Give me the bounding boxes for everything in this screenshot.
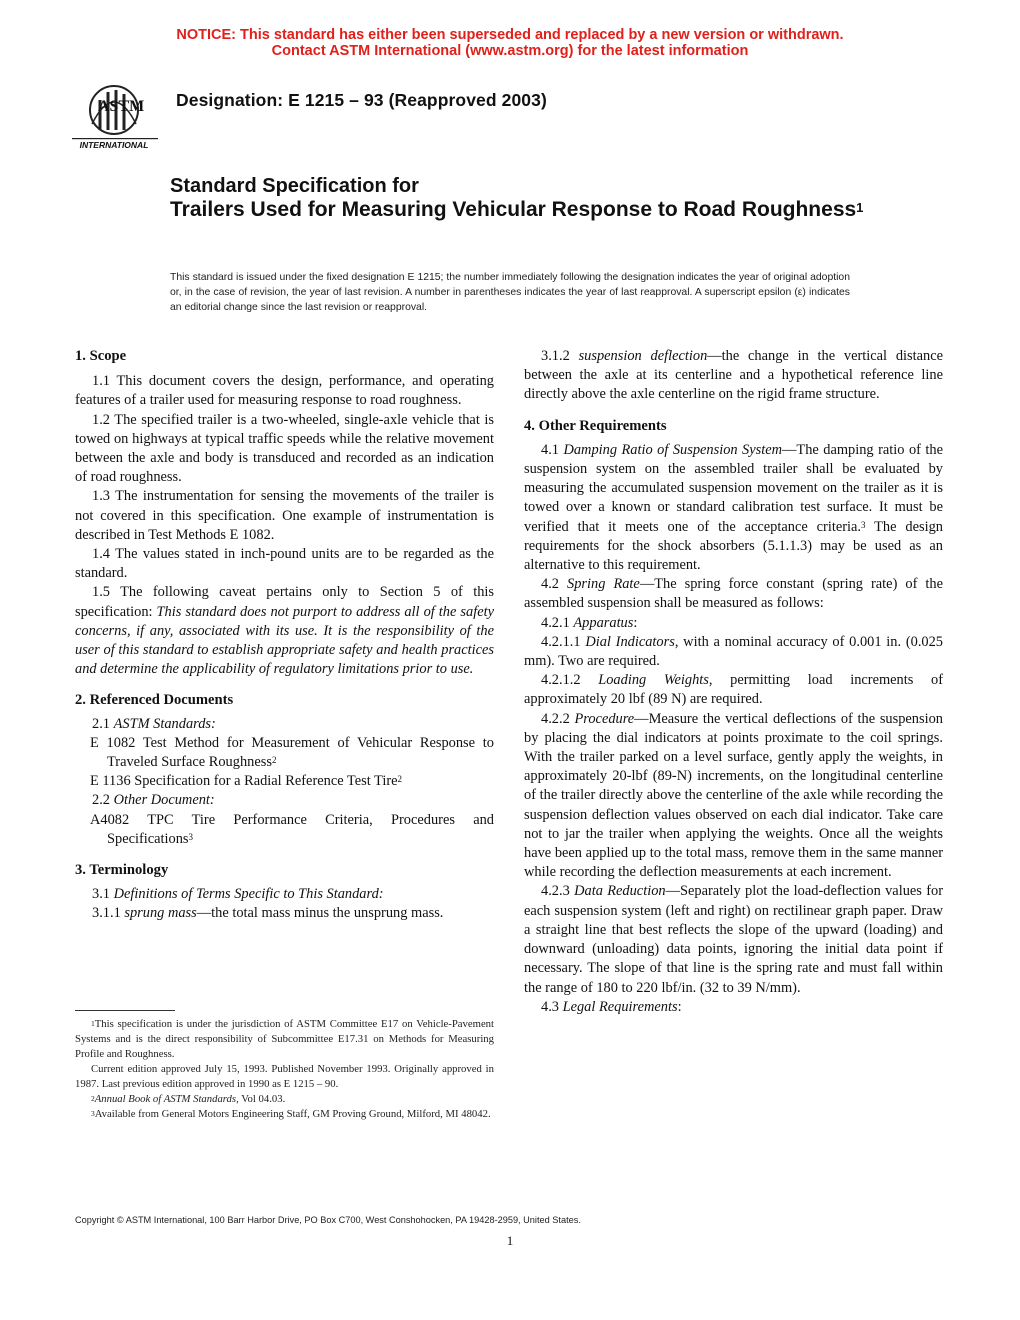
paragraph-1-2: 1.2 The specified trailer is a two-wheeled, single-axle vehicle that is towed on highways at typical traffic speeds while the relative movement between the axle and body is transduced and recorded as an indication of road roughness. <box>75 411 494 486</box>
paragraph-2-2 <box>75 791 494 810</box>
footnote-rule <box>75 1010 175 1011</box>
section-3-heading: 3. Terminology <box>75 862 169 879</box>
footnote-1 <box>75 1017 494 1062</box>
logo-text: ASTM <box>98 98 145 115</box>
s31-label: Definitions of Terms Specific to This Standard: <box>113 886 384 903</box>
logo-subtext: INTERNATIONAL <box>79 140 149 150</box>
section-2-heading: 2. Referenced Documents <box>75 692 234 709</box>
s41-label: Damping Ratio of Suspension System <box>563 441 783 458</box>
s423-text: —Separately plot the load-deflection values for each suspension system (left and right) on rectilinear graph paper. Draw a straight line that best reflects the slope of the upward (loading) and downward (unloading) data points, ignoring the initial data point if necessary. The slope of that line is the spring rate and must fall within the range of 180 to 220 lbf/in. (32 to 39 N/mm). <box>524 883 943 996</box>
s22-label: Other Document: <box>113 792 215 809</box>
footnote-1-b: Current edition approved July 15, 1993. Published November 1993. Originally approved in 1987. Last previous edition approved in 1990 as E 1215 – 90. <box>75 1063 494 1090</box>
paragraph-1-1: 1.1 This document covers the design, performance, and operating features of a trailer used for measuring response to road roughness. <box>75 373 494 409</box>
s312-def: —the change in the vertical distance between the axle at its centerline and a hypothetical reference line directly above the axle centerline on the rigid frame structure. <box>524 348 943 403</box>
s42-label: Spring Rate <box>567 576 640 593</box>
s422-label: Procedure <box>574 710 635 727</box>
s312-term: suspension deflection <box>578 348 708 364</box>
ref-a4082 <box>75 811 494 849</box>
paragraph-3-1-2 <box>524 347 943 405</box>
fn1-text: This specification is under the jurisdiction of ASTM Committee E17 on Vehicle-Pavement Systems and is the direct responsibility of Subcommittee E17.31 on Methods for Measuring Profile and Roughness. <box>75 1018 494 1060</box>
ref-e1136 <box>75 772 494 791</box>
section-4-heading: 4. Other Requirements <box>524 417 667 434</box>
paragraph-4-2-1-2 <box>524 671 943 709</box>
paragraph-4-2 <box>524 575 943 613</box>
s311-num: 3.1.1 <box>92 905 125 922</box>
title-footnote-mark: 1 <box>856 200 864 215</box>
s4211-num: 4.2.1.1 <box>541 633 586 650</box>
title-main: Trailers Used for Measuring Vehicular Response to Road Roughness <box>170 198 857 221</box>
s423-num: 4.2.3 <box>541 883 575 900</box>
issuance-note: This standard is issued under the fixed designation E 1215; the number immediately following the designation indicates the year of original adoption or, in the case of revision, the year of last revision. A number in parentheses indicates the year of last reapproval. A superscript epsilon (ε) indicates an editorial change since the last revision or reapproval. <box>170 272 850 313</box>
s422-text: —Measure the vertical deflections of the suspension by placing the dial indicators at points proximate to the coil springs. With the trailer parked on a level surface, gently apply the weights, in approximately 20-lbf (89-N) increments, on the longitudinal centerline of the trailer directly above the centerline of the axle while recording the suspension deflection values observed on each dial indicator. Take care not to jar the trailer when applying the weights. Once all the weights have been applied up to the total mass, remove them in the same manner while recording the deflection measurements at each increment. <box>524 710 943 881</box>
paragraph-3-1 <box>75 885 494 904</box>
left-column <box>75 347 494 924</box>
s43-label: Legal Requirements <box>562 998 678 1015</box>
paragraph-3-1-1 <box>75 904 494 923</box>
s41-fn: 3 <box>860 519 866 530</box>
s4211-text: , with a nominal accuracy of 0.001 in. (0.025 mm). Two are required. <box>524 633 944 670</box>
ref-e1082-text: E 1082 Test Method for Measurement of Vehicular Response to Traveled Surface Roughness <box>90 734 494 771</box>
s31-num: 3.1 <box>92 886 114 903</box>
s42-num: 4.2 <box>541 576 568 593</box>
s21-num: 2.1 <box>92 715 114 732</box>
paragraph-1-5 <box>75 583 494 679</box>
ref-a4082-fn: 3 <box>188 831 194 842</box>
right-column <box>524 347 943 1017</box>
s4212-text: , permitting load increments of approximately 20 lbf (89 N) are required. <box>524 672 943 708</box>
s422-num: 4.2.2 <box>541 710 575 727</box>
withdrawal-notice <box>0 27 1020 59</box>
s41-text-b: The design requirements for the shock absorbers (5.1.1.3) may be used as an alternative to this requirement. <box>524 518 943 574</box>
paragraph-4-2-1-1 <box>524 633 943 671</box>
safety-caveat: This standard does not purport to address all of the safety concerns, if any, associated with its use. It is the responsibility of the user of this standard to establish appropriate safety and health practices and determine the applicability of regulatory limitations prior to use. <box>75 603 494 678</box>
footnote-3 <box>75 1107 494 1122</box>
designation: Designation: E 1215 – 93 (Reapproved 2003) <box>176 90 547 110</box>
ref-e1082-fn: 2 <box>271 755 277 766</box>
title-line-1: Standard Specification for <box>170 175 419 197</box>
paragraph-1-3: 1.3 The instrumentation for sensing the movements of the trailer is not covered in this specification. One example of instrumentation is described in Test Methods E 1082. <box>75 488 494 543</box>
fn2-text: , Vol 04.03. <box>236 1093 286 1105</box>
s421-num: 4.2.1 <box>541 614 574 631</box>
s42-text: —The spring force constant (spring rate) of the assembled suspension shall be measured as follows: <box>524 576 943 612</box>
ref-a4082-text: A4082 TPC Tire Performance Criteria, Procedures and Specifications <box>90 811 494 847</box>
s43-text: : <box>677 998 682 1015</box>
page-number: 1 <box>506 1233 514 1248</box>
s4212-label: Loading Weights <box>598 672 709 689</box>
s421-label: Apparatus <box>573 614 634 631</box>
astm-international-logo <box>62 78 166 154</box>
s41-text-a: —The damping ratio of the suspension system on the assembled trailer shall be evaluated by measuring the accumulated suspension movement on the trailer as it is towed over a known or standard calibration test surface. It must be verified that it meets one of the acceptance criteria. <box>524 441 943 535</box>
s423-label: Data Reduction <box>574 883 666 900</box>
paragraph-4-2-1 <box>524 614 943 633</box>
s4211-label: Dial Indicators <box>585 633 675 650</box>
paragraph-4-2-3 <box>524 882 943 997</box>
notice-line-2: Contact ASTM International (www.astm.org) for the latest information <box>271 43 749 59</box>
fn2-mark: 2 <box>91 1094 95 1103</box>
footnote-2 <box>75 1092 494 1107</box>
footnotes <box>75 1017 494 1122</box>
notice-line-1: NOTICE: This standard has either been superseded and replaced by a new version or withdrawn. <box>176 27 844 43</box>
s43-num: 4.3 <box>541 998 563 1015</box>
copyright-line: Copyright © ASTM International, 100 Barr Harbor Drive, PO Box C700, West Conshohocken, PA 19428-2959, United States. <box>75 1215 581 1225</box>
document-title <box>170 175 870 221</box>
s4212-num: 4.2.1.2 <box>541 672 599 689</box>
paragraph-4-3 <box>524 998 943 1017</box>
s22-num: 2.2 <box>92 792 114 809</box>
paragraph-1-5-lead: 1.5 The following caveat pertains only to Section 5 of this specification: <box>75 584 494 620</box>
s312-num: 3.1.2 <box>541 348 579 364</box>
section-1-heading: 1. Scope <box>75 348 127 364</box>
s41-num: 4.1 <box>541 441 564 458</box>
s311-term: sprung mass <box>124 905 197 922</box>
paragraph-4-2-2 <box>524 710 943 883</box>
ref-e1136-fn: 2 <box>397 774 402 785</box>
title-line-2 <box>170 198 870 221</box>
paragraph-4-1 <box>524 441 943 575</box>
ref-e1082 <box>75 734 494 772</box>
fn2-title: Annual Book of ASTM Standards <box>94 1093 237 1105</box>
astm-logo-icon <box>62 78 166 154</box>
s21-label: ASTM Standards: <box>113 715 216 732</box>
paragraph-1-4: 1.4 The values stated in inch-pound units are to be regarded as the standard. <box>75 546 494 582</box>
paragraph-2-1 <box>75 715 494 734</box>
s311-def: —the total mass minus the unsprung mass. <box>196 905 444 922</box>
fn3-text: Available from General Motors Engineering Staff, GM Proving Ground, Milford, MI 48042. <box>94 1108 491 1120</box>
fn3-mark: 3 <box>91 1109 95 1118</box>
fn1-mark: 1 <box>91 1019 95 1028</box>
ref-e1136-text: E 1136 Specification for a Radial Reference Test Tire <box>90 773 398 790</box>
s421-text: : <box>633 614 638 631</box>
